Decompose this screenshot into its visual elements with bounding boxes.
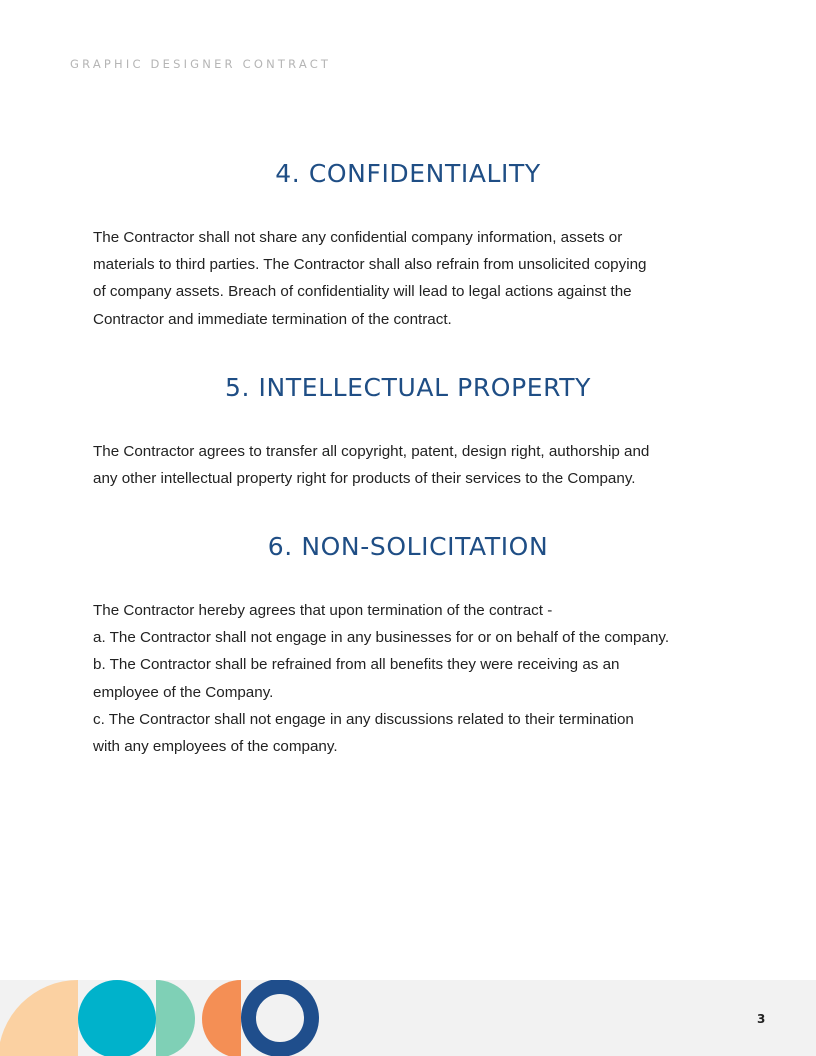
body-line: b. The Contractor shall be refrained from all benefits they were receiving as an <box>93 656 620 674</box>
section-body-non-solicitation <box>93 597 733 760</box>
footer-decorative-shapes <box>0 980 816 1056</box>
mint-half-circle-icon <box>156 980 195 1056</box>
body-line: The Contractor agrees to transfer all copyright, patent, design right, authorship and <box>93 443 650 460</box>
body-line: The Contractor shall not share any confidential company information, assets or <box>93 229 623 246</box>
body-line: The Contractor hereby agrees that upon termination of the contract - <box>93 602 553 619</box>
peach-quarter-circle-icon <box>0 980 78 1056</box>
body-line: materials to third parties. The Contractor shall also refrain from unsolicited copying <box>93 256 647 274</box>
running-header-title: GRAPHIC DESIGNER CONTRACT <box>70 57 332 71</box>
section-heading-intellectual-property: 5. INTELLECTUAL PROPERTY <box>224 373 592 402</box>
teal-circle-icon <box>78 980 156 1056</box>
body-line: a. The Contractor shall not engage in any businesses for or on behalf of the company. <box>93 629 670 647</box>
section-heading-non-solicitation: 6. NON-SOLICITATION <box>267 532 549 561</box>
section-body-intellectual-property <box>93 438 733 492</box>
footer-band <box>0 980 816 1056</box>
section-heading-confidentiality: 4. CONFIDENTIALITY <box>275 159 541 188</box>
body-line: Contractor and immediate termination of the contract. <box>93 310 452 328</box>
body-line: of company assets. Breach of confidentiality will lead to legal actions against the <box>93 283 632 301</box>
body-line: c. The Contractor shall not engage in any discussions related to their termination <box>93 710 634 728</box>
navy-ring-icon <box>249 987 312 1050</box>
section-body-confidentiality <box>93 224 733 333</box>
orange-half-circle-icon <box>202 980 241 1056</box>
body-line: employee of the Company. <box>93 683 274 701</box>
page-number: 3 <box>757 1012 766 1026</box>
body-line: any other intellectual property right for products of their services to the Company. <box>93 470 636 488</box>
body-line: with any employees of the company. <box>93 738 338 756</box>
